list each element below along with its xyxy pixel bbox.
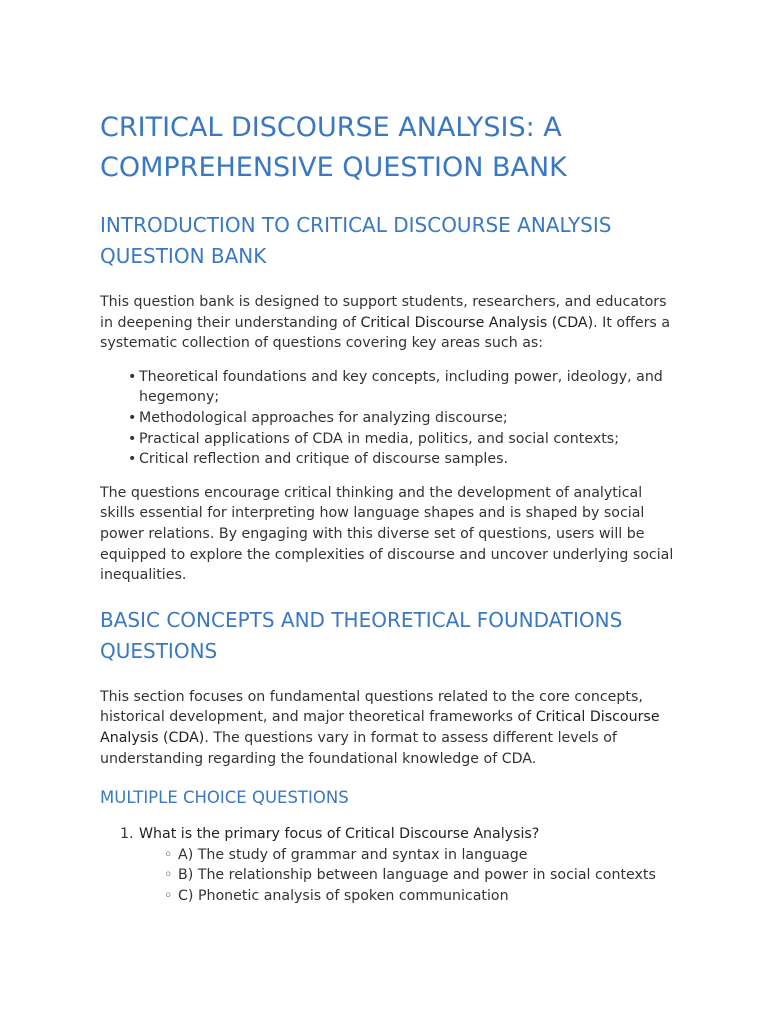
basics-paragraph-end: . The questions vary in format to assess different levels of understanding regarding the foundational knowledge of CDA.: [100, 729, 617, 767]
list-item: • Practical applications of CDA in media, politics, and social contexts;: [128, 429, 680, 450]
key-areas-list: [100, 367, 680, 470]
intro-paragraph-start: This question bank is designed to support students, researchers, and educators in deepening their understanding of: [100, 294, 667, 331]
list-item: • Critical reflection and critique of discourse samples.: [128, 449, 680, 470]
intro-paragraph: [100, 292, 680, 354]
answer-option: ◦ B) The relationship between language and power in social contexts: [164, 865, 680, 886]
basics-paragraph-start: This section focuses on fundamental questions related to the core concepts, historical development, and major theoretical frameworks of: [100, 688, 643, 726]
answer-options: [120, 845, 680, 907]
cda-term: Critical Discourse Analysis (CDA): [100, 709, 660, 746]
question-list: [100, 824, 680, 906]
intro-paragraph-end: . It offers a systematic collection of questions covering key areas such as:: [100, 314, 671, 352]
basics-heading: BASIC CONCEPTS AND THEORETICAL FOUNDATIONS QUESTIONS: [100, 607, 623, 663]
basics-paragraph: [100, 687, 680, 769]
intro-closing-paragraph: The questions encourage critical thinking and the development of analytical skills essential for interpreting how language shapes and is shaped by social power relations. By engaging with this diverse set of questions, users will be equipped to explore the complexities of discourse and uncover underlying social inequalities.: [100, 484, 674, 584]
answer-option: ◦ C) Phonetic analysis of spoken communication: [164, 886, 680, 907]
cda-term: Critical Discourse Analysis (CDA): [360, 314, 594, 331]
question-text: What is the primary focus of Critical Discourse Analysis?: [139, 826, 540, 843]
question-row: [120, 824, 680, 845]
answer-option: ◦ A) The study of grammar and syntax in language: [164, 845, 680, 866]
document-title: CRITICAL DISCOURSE ANALYSIS: A COMPREHENSIVE QUESTION BANK: [100, 112, 567, 183]
list-item: • Methodological approaches for analyzing discourse;: [128, 408, 680, 429]
list-item: • Theoretical foundations and key concepts, including power, ideology, and hegemony;: [128, 367, 680, 408]
document-page: [100, 108, 680, 906]
question-item: [120, 824, 680, 906]
intro-heading: INTRODUCTION TO CRITICAL DISCOURSE ANALYSIS QUESTION BANK: [100, 213, 612, 268]
question-number: 1.: [120, 826, 134, 843]
mcq-heading: MULTIPLE CHOICE QUESTIONS: [100, 788, 349, 808]
